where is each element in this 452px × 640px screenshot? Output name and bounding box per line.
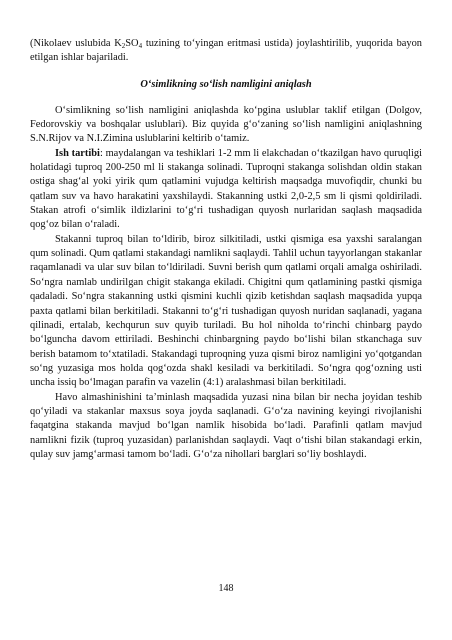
intro-text-start: (Nikolaev uslubida K (30, 38, 122, 49)
intro-text-end: tuzining to‘yingan eritmasi ustida) joylashtirilib, yuqorida bayon etilgan ishlar bajariladi. (30, 38, 423, 64)
procedure-text: : maydalangan va teshiklari 1-2 mm li elakchadan o‘tkazilgan havo quruqligi holatidagi tuproq 200-250 ml li stakanga solinadi. Tuproqni stakanga solishdan oldin stakan ostiga shag‘al yoki yirik qum qatlamini vujudga keltirish maqsadga muvofiqdir, chunki bu qatlam suv va havo harakatini yaxshilaydi. Stakanning ustki 2,0-2,5 sm li qismi qoldiriladi. Stakan atrofi o‘simlik ildizlarini to‘g‘ri tushadigan quyosh nurlaridan saqlash maqsadida qog‘oz bilan o‘raladi. (30, 147, 423, 231)
section-heading: O‘simlikning so‘lish namligini aniqlash (140, 78, 312, 90)
subscript-4: 4 (138, 42, 143, 50)
subscript-2: 2 (121, 42, 126, 50)
intro-paragraph (30, 37, 422, 66)
procedure-label: Ish tartibi (55, 147, 100, 159)
intro-text-so: SO (125, 38, 139, 49)
paragraph-air-exchange: Havo almashinishini ta’minlash maqsadida yuzasi nina bilan bir necha joyidan teshib qo‘yiladi va stakanlar maxsus soya joyda saqlanadi. G‘o‘za navining keyingi rivojlanishi faqatgina stakanda mavjud bo‘lgan namlik hisobida bo‘ladi. Parafinli qatlam mavjud namlikni fizik (tuproq yuzasidan) parlanishdan saqlaydi. Vaqt o‘tishi bilan stakandagi erkin, qulay suv jamg‘armasi tamom bo‘ladi. G‘o‘za nihollari barglari so‘liy boshlaydi. (30, 391, 422, 460)
document-page (30, 37, 422, 462)
paragraph-procedure (30, 147, 422, 233)
paragraph-planting: Stakanni tuproq bilan to‘ldirib, biroz silkitiladi, ustki qismiga esa yaxshi saralangan qum solinadi. Qum qatlami stakandagi namlikni saqlaydi. Tahlil uchun tayyorlangan stakanlar raqamlanadi va ular suv bilan to‘ldiriladi. Suvni berish qum qatlami orqali amalga oshiriladi. So‘ngra namlab undirilgan chigit stakanga ekiladi. Chigitni qum qatlamining pastki qismiga qadaladi. So‘ngra stakanning ustki qismini kuchli qizib ketishdan saqlash maqsadida yupqa paxta qatlami bilan berkitiladi. Stakanni to‘g‘ri tushadigan quyosh nuridan saqlanadi, yagana qilinadi, ertalab, kechqurun suv quyib turiladi. Bu hol niholda to‘rinchi chinbarg paydo bo‘lguncha davom ettiriladi. Beshinchi chinbargning paydo bo‘lishi bilan stkanchaga suv berish batamom to‘xtatiladi. Stakandagi tuproqning yuza qismi biroz namligini yo‘qotgandan so‘ng yuzasiga mos holda qog‘ozda shakl kesiladi va berkitiladi. So‘ngra qog‘ozning usti uncha issiq bo‘lmagan parafin va vazelin (4:1) aralashmasi bilan berkitiladi. (30, 233, 422, 389)
paragraph-methods-intro: O‘simlikning so‘lish namligini aniqlashda ko‘pgina uslublar taklif etilgan (Dolgov, Fedorovskiy va boshqalar uslublari). Biz quyida g‘o‘zaning so‘lish namligini aniqlashning S.N.Rijov va N.I.Zimina uslublarini keltirib o‘tamiz. (30, 104, 422, 145)
page-number: 148 (218, 583, 234, 594)
